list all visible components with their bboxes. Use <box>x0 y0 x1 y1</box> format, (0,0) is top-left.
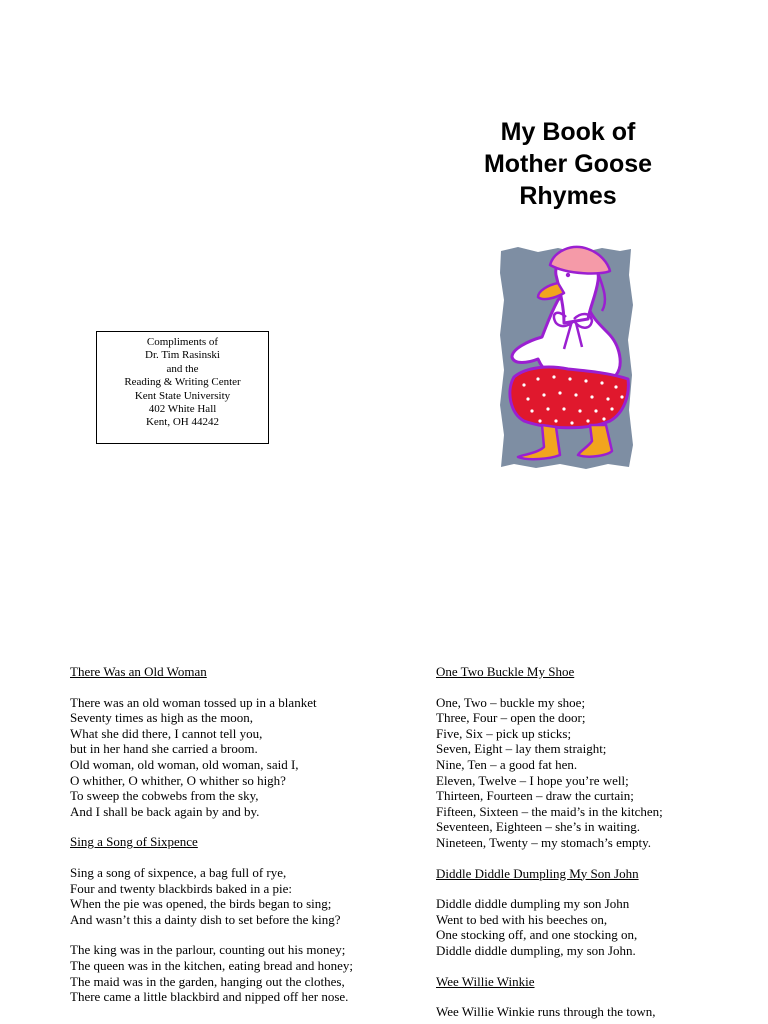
rhyme-line: but in her hand she carried a broom. <box>70 741 258 757</box>
rhyme-line: Diddle diddle dumpling, my son John. <box>436 942 636 958</box>
skirt-dot <box>590 395 593 398</box>
skirt-dot <box>606 397 609 400</box>
rhyme-line: Nineteen, Twenty – my stomach’s empty. <box>436 834 651 850</box>
rhyme-line: Nine, Ten – a good fat hen. <box>436 756 578 772</box>
rhyme-line: There came a little blackbird and nipped off her nose. <box>70 989 349 1005</box>
rhyme-line: Thirteen, Fourteen – draw the curtain; <box>436 788 634 804</box>
goose-eye <box>566 273 570 277</box>
rhymes-right-column <box>436 664 766 1020</box>
rhyme-line: One, Two – buckle my shoe; <box>436 694 586 710</box>
rhyme-title: There Was an Old Woman <box>70 664 207 679</box>
rhyme-title: Sing a Song of Sixpence <box>70 834 198 850</box>
skirt-dot <box>586 419 589 422</box>
rhyme-line: The queen was in the kitchen, eating bread and honey; <box>70 957 354 973</box>
book-title-line: My Book of <box>500 118 636 146</box>
rhyme-title: Wee Willie Winkie <box>436 973 535 989</box>
skirt-dot <box>562 407 565 410</box>
skirt-dot <box>542 393 545 396</box>
rhyme-line: What she did there, I cannot tell you, <box>70 725 263 741</box>
skirt-dot <box>578 409 581 412</box>
rhymes-left-column <box>70 664 400 1005</box>
rhyme-line: The maid was in the garden, hanging out the clothes, <box>70 973 345 989</box>
skirt-dot <box>526 397 529 400</box>
book-title-line: Rhymes <box>519 182 617 210</box>
credit-line: Reading & Writing Center <box>124 376 241 389</box>
rhyme-line: Wee Willie Winkie runs through the town, <box>436 1004 656 1020</box>
rhyme-line: When the pie was opened, the birds began to sing; <box>70 896 332 912</box>
rhyme-line: O whither, O whither, O whither so high? <box>70 772 286 788</box>
skirt-dot <box>610 407 613 410</box>
skirt-dot <box>620 395 623 398</box>
credit-line: 402 White Hall <box>148 403 217 416</box>
rhyme-line: Five, Six – pick up sticks; <box>436 725 572 741</box>
skirt-dot <box>584 379 587 382</box>
skirt-dot <box>554 419 557 422</box>
rhyme-line: The king was in the parlour, counting out his money; <box>70 942 346 958</box>
skirt-dot <box>522 383 525 386</box>
skirt-dot <box>594 409 597 412</box>
rhyme-line: There was an old woman tossed up in a blanket <box>70 694 317 710</box>
rhyme-line: To sweep the cobwebs from the sky, <box>70 788 259 804</box>
credit-line: and the <box>166 362 199 375</box>
rhyme-line: Seventeen, Eighteen – she’s in waiting. <box>436 819 640 835</box>
credit-line: Kent State University <box>134 389 231 402</box>
rhyme-line: Seventy times as high as the moon, <box>70 710 254 726</box>
rhyme-line: One stocking off, and one stocking on, <box>436 927 638 943</box>
rhyme-title: Diddle Diddle Dumpling My Son John <box>436 865 639 881</box>
rhyme-line: Diddle diddle dumpling my son John <box>436 896 630 912</box>
rhyme-line: Seven, Eight – lay them straight; <box>436 741 607 757</box>
rhyme-line: Four and twenty blackbirds baked in a pie: <box>70 880 293 896</box>
skirt-dot <box>558 391 561 394</box>
rhyme-line: Old woman, old woman, old woman, said I, <box>70 756 299 772</box>
book-title <box>452 116 684 212</box>
rhyme-line: Three, Four – open the door; <box>436 710 586 726</box>
skirt-dot <box>574 393 577 396</box>
skirt-dot <box>570 421 573 424</box>
rhyme-line: Went to bed with his beeches on, <box>436 911 608 927</box>
skirt-dot <box>614 385 617 388</box>
skirt-dot <box>552 375 555 378</box>
credit-box <box>96 331 269 444</box>
book-title-line: Mother Goose <box>483 150 653 178</box>
skirt-dot <box>536 377 539 380</box>
rhyme-line: And I shall be back again by and by. <box>70 803 260 819</box>
skirt-dot <box>530 409 533 412</box>
credit-line: Kent, OH 44242 <box>145 416 220 429</box>
goose-skirt <box>510 367 628 428</box>
skirt-dot <box>546 407 549 410</box>
rhyme-line: Fifteen, Sixteen – the maid’s in the kitchen; <box>436 803 663 819</box>
skirt-dot <box>538 419 541 422</box>
rhyme-line: Sing a song of sixpence, a bag full of rye, <box>70 864 287 880</box>
credit-line: Compliments of <box>146 336 219 348</box>
rhyme-line: And wasn’t this a dainty dish to set before the king? <box>70 911 341 927</box>
skirt-dot <box>602 417 605 420</box>
credit-line: Dr. Tim Rasinski <box>145 349 220 362</box>
mother-goose-illustration <box>498 245 634 470</box>
rhyme-line: Eleven, Twelve – I hope you’re well; <box>436 772 629 788</box>
skirt-dot <box>600 381 603 384</box>
rhyme-title: One Two Buckle My Shoe <box>436 664 575 679</box>
skirt-dot <box>568 377 571 380</box>
